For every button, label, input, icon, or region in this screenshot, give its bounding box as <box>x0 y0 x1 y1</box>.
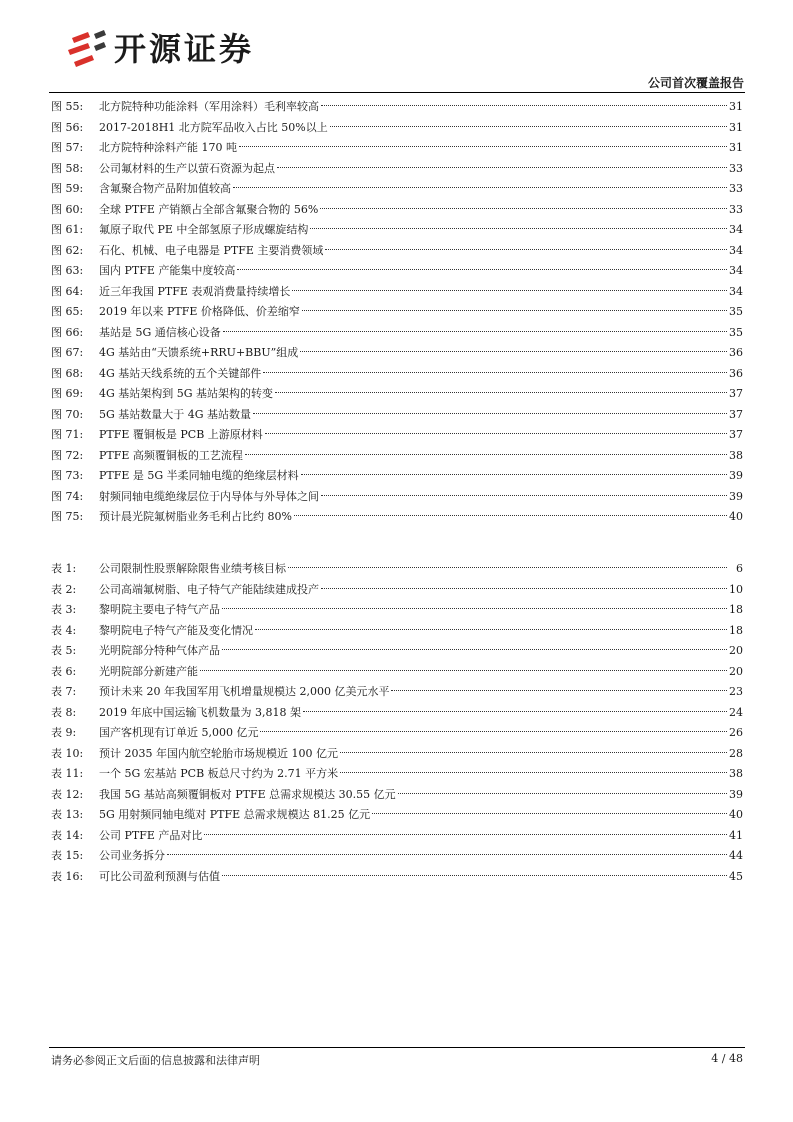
table-entry[interactable] <box>51 764 743 785</box>
figure-entry-title: 含氟聚合物产品附加值较高 <box>99 182 231 195</box>
leader-dots <box>288 567 727 568</box>
figure-entry[interactable] <box>51 138 743 159</box>
figure-entry-page: 40 <box>729 510 743 523</box>
table-entry-page: 10 <box>729 582 743 596</box>
leader-dots <box>233 187 727 188</box>
figure-entry-page: 36 <box>729 366 743 380</box>
figure-entry-title: 石化、机械、电子电器是 PTFE 主要消费领域 <box>99 243 324 257</box>
figure-entry-page: 37 <box>729 387 743 400</box>
leader-dots <box>245 454 727 455</box>
disclaimer-note: 请务必参阅正文后面的信息披露和法律声明 <box>51 1054 260 1067</box>
leader-dots <box>340 752 727 753</box>
figure-entry-title: PTFE 覆铜板是 PCB 上游原材料 <box>99 428 263 441</box>
figure-entry[interactable] <box>51 220 743 241</box>
table-entry[interactable] <box>51 846 743 867</box>
table-entry-page: 39 <box>729 787 743 801</box>
leader-dots <box>239 146 727 147</box>
table-entry-label: 表 13: <box>51 808 84 821</box>
brand-name: 开源证券 <box>114 30 255 68</box>
figure-entry-page: 36 <box>729 346 743 359</box>
table-entry-label: 表 16: <box>51 869 84 883</box>
leader-dots <box>237 269 727 270</box>
table-entry-label: 表 10: <box>51 746 84 760</box>
figure-entry-label: 图 56: <box>51 120 84 134</box>
figure-entry-page: 31 <box>729 120 743 134</box>
table-entry-label: 表 3: <box>51 603 77 616</box>
figure-entry-title: 公司氟材料的生产以萤石资源为起点 <box>99 161 275 175</box>
figure-entry-label: 图 73: <box>51 469 84 482</box>
leader-dots <box>277 167 727 168</box>
figure-entry-label: 图 64: <box>51 284 84 298</box>
table-entry-label: 表 6: <box>51 664 77 678</box>
figure-entry-label: 图 66: <box>51 325 84 339</box>
report-type-label: 公司首次覆盖报告 <box>647 76 744 90</box>
table-entry-label: 表 8: <box>51 705 77 719</box>
table-entry[interactable] <box>51 600 743 621</box>
figure-entry-page: 31 <box>729 141 743 154</box>
table-entry-title: 2019 年底中国运输飞机数量为 3,818 架 <box>99 705 301 719</box>
figure-entry-title: 4G 基站天线系统的五个关键部件 <box>99 366 262 380</box>
kaiyuan-logo-icon <box>64 28 108 70</box>
figure-entry[interactable] <box>51 487 743 508</box>
table-entry-page: 40 <box>729 808 743 821</box>
figure-entry-title: 射频同轴电缆绝缘层位于内导体与外导体之间 <box>99 489 319 503</box>
figure-entry-label: 图 60: <box>51 202 84 216</box>
table-entry[interactable] <box>51 867 743 888</box>
leader-dots <box>222 608 727 609</box>
table-entry-label: 表 15: <box>51 849 84 862</box>
leader-dots <box>325 249 727 250</box>
figure-entry-label: 图 72: <box>51 448 84 462</box>
table-entry-page: 20 <box>729 644 743 657</box>
figure-entry-title: 全球 PTFE 产销额占全部含氟聚合物的 56% <box>99 202 319 216</box>
table-entry-title: 光明院部分特种气体产品 <box>99 644 220 657</box>
figure-entry-page: 39 <box>729 469 743 482</box>
figure-entry-label: 图 70: <box>51 407 84 421</box>
table-entry[interactable] <box>51 559 743 580</box>
table-entry-label: 表 4: <box>51 623 77 637</box>
leader-dots <box>222 649 727 650</box>
figure-entry[interactable] <box>51 282 743 303</box>
figure-entry-page: 37 <box>729 407 743 421</box>
leader-dots <box>263 372 727 373</box>
figure-entry-title: 5G 基站数量大于 4G 基站数量 <box>99 407 252 421</box>
figure-entry[interactable] <box>51 97 743 118</box>
table-entry[interactable] <box>51 641 743 662</box>
figure-entry-page: 38 <box>729 448 743 462</box>
table-entry-page: 41 <box>729 828 743 842</box>
table-entry-title: 公司限制性股票解除限售业绩考核目标 <box>99 562 286 575</box>
figure-entry-page: 35 <box>729 305 743 318</box>
table-entry-title: 公司 PTFE 产品对比 <box>99 828 203 842</box>
table-entry-page: 26 <box>729 726 743 739</box>
table-entry[interactable] <box>51 826 743 847</box>
footer-divider <box>49 1047 745 1048</box>
figure-entry-page: 34 <box>729 284 743 298</box>
figure-entry-label: 图 68: <box>51 366 84 380</box>
table-entry[interactable] <box>51 785 743 806</box>
table-entry-label: 表 12: <box>51 787 84 801</box>
table-entry-title: 5G 用射频同轴电缆对 PTFE 总需求规模达 81.25 亿元 <box>99 808 371 821</box>
leader-dots <box>303 711 727 712</box>
table-entry-title: 可比公司盈利预测与估值 <box>99 869 220 883</box>
table-entry-title: 光明院部分新建产能 <box>99 664 198 678</box>
figure-entry-label: 图 71: <box>51 428 84 441</box>
figure-entry-title: 北方院特种涂料产能 170 吨 <box>99 141 237 154</box>
leader-dots <box>391 690 727 691</box>
table-entry-page: 38 <box>729 767 743 780</box>
leader-dots <box>265 433 727 434</box>
table-entry-label: 表 2: <box>51 582 77 596</box>
leader-dots <box>330 126 727 127</box>
figure-entry-title: 预计晨光院氟树脂业务毛利占比约 80% <box>99 510 292 523</box>
table-entry[interactable] <box>51 805 743 826</box>
table-entry-page: 18 <box>729 603 743 616</box>
figure-entry-page: 33 <box>729 202 743 216</box>
figure-entry-page: 37 <box>729 428 743 441</box>
table-entry-page: 24 <box>729 705 743 719</box>
leader-dots <box>321 588 727 589</box>
table-entry[interactable] <box>51 744 743 765</box>
leader-dots <box>204 834 727 835</box>
table-entry-page: 28 <box>729 746 743 760</box>
table-entry-title: 黎明院主要电子特气产品 <box>99 603 220 616</box>
figure-entry-title: 2019 年以来 PTFE 价格降低、价差缩窄 <box>99 305 300 318</box>
table-entry-page: 6 <box>736 562 743 575</box>
figure-entry[interactable] <box>51 323 743 344</box>
table-entry-page: 44 <box>729 849 743 862</box>
figure-index <box>51 97 743 528</box>
figure-entry-title: PTFE 是 5G 半柔同轴电缆的绝缘层材料 <box>99 469 299 482</box>
figure-entry-page: 39 <box>729 489 743 503</box>
figure-entry-page: 35 <box>729 325 743 339</box>
table-entry-label: 表 5: <box>51 644 77 657</box>
figure-entry-label: 图 67: <box>51 346 84 359</box>
leader-dots <box>255 629 727 630</box>
table-entry-page: 18 <box>729 623 743 637</box>
leader-dots <box>253 413 727 414</box>
table-entry-label: 表 1: <box>51 562 77 575</box>
table-entry-label: 表 14: <box>51 828 84 842</box>
table-entry[interactable] <box>51 703 743 724</box>
figure-entry-label: 图 57: <box>51 141 84 154</box>
leader-dots <box>292 290 727 291</box>
table-entry-title: 一个 5G 宏基站 PCB 板总尺寸约为 2.71 平方米 <box>99 767 339 780</box>
table-entry-title: 黎明院电子特气产能及变化情况 <box>99 623 253 637</box>
figure-entry-page: 33 <box>729 161 743 175</box>
figure-entry-title: 2017-2018H1 北方院军品收入占比 50%以上 <box>99 120 328 134</box>
figure-entry[interactable] <box>51 507 743 528</box>
figure-entry-label: 图 62: <box>51 243 84 257</box>
figure-entry[interactable] <box>51 466 743 487</box>
table-entry-page: 23 <box>729 685 743 698</box>
figure-entry[interactable] <box>51 425 743 446</box>
figure-entry-title: 基站是 5G 通信核心设备 <box>99 325 221 339</box>
leader-dots <box>320 208 727 209</box>
table-entry-title: 公司业务拆分 <box>99 849 165 862</box>
leader-dots <box>294 515 727 516</box>
figure-entry-title: 4G 基站架构到 5G 基站架构的转变 <box>99 387 274 400</box>
figure-entry[interactable] <box>51 364 743 385</box>
figure-entry-page: 34 <box>729 264 743 277</box>
figure-entry-label: 图 74: <box>51 489 84 503</box>
figure-entry[interactable] <box>51 446 743 467</box>
figure-entry-label: 图 63: <box>51 264 84 277</box>
figure-entry-page: 31 <box>729 100 743 113</box>
leader-dots <box>310 228 727 229</box>
table-entry[interactable] <box>51 723 743 744</box>
figure-entry-label: 图 59: <box>51 182 84 195</box>
figure-entry-label: 图 61: <box>51 223 84 236</box>
table-index <box>51 559 743 887</box>
leader-dots <box>321 105 727 106</box>
figure-entry[interactable] <box>51 159 743 180</box>
leader-dots <box>321 495 727 496</box>
page-number: 4 / 48 <box>711 1052 743 1065</box>
figure-entry[interactable] <box>51 118 743 139</box>
leader-dots <box>301 474 727 475</box>
figure-entry-title: 近三年我国 PTFE 表观消费量持续增长 <box>99 284 291 298</box>
figure-entry-title: 氟原子取代 PE 中全部氢原子形成螺旋结构 <box>99 223 309 236</box>
leader-dots <box>275 392 727 393</box>
table-entry[interactable] <box>51 662 743 683</box>
table-entry[interactable] <box>51 682 743 703</box>
table-entry-title: 公司高端氟树脂、电子特气产能陆续建成投产 <box>99 582 319 596</box>
figure-entry-page: 34 <box>729 243 743 257</box>
table-entry-title: 我国 5G 基站高频覆铜板对 PTFE 总需求规模达 30.55 亿元 <box>99 787 396 801</box>
leader-dots <box>223 331 727 332</box>
figure-entry-label: 图 69: <box>51 387 84 400</box>
figure-entry-page: 33 <box>729 182 743 195</box>
table-entry[interactable] <box>51 621 743 642</box>
table-entry[interactable] <box>51 580 743 601</box>
table-entry-label: 表 11: <box>51 767 84 780</box>
figure-entry[interactable] <box>51 179 743 200</box>
leader-dots <box>260 731 727 732</box>
leader-dots <box>167 854 727 855</box>
figure-entry-label: 图 58: <box>51 161 84 175</box>
figure-entry[interactable] <box>51 405 743 426</box>
figure-entry-label: 图 65: <box>51 305 84 318</box>
figure-entry-title: 北方院特种功能涂料（军用涂料）毛利率较高 <box>99 100 319 113</box>
figure-entry[interactable] <box>51 261 743 282</box>
header-divider <box>49 92 745 93</box>
leader-dots <box>200 670 727 671</box>
figure-entry[interactable] <box>51 343 743 364</box>
figure-entry-title: 国内 PTFE 产能集中度较高 <box>99 264 236 277</box>
table-entry-title: 预计未来 20 年我国军用飞机增量规模达 2,000 亿美元水平 <box>99 685 390 698</box>
leader-dots <box>302 310 727 311</box>
figure-entry[interactable] <box>51 241 743 262</box>
figure-entry[interactable] <box>51 384 743 405</box>
leader-dots <box>300 351 727 352</box>
table-entry-title: 国产客机现有订单近 5,000 亿元 <box>99 726 259 739</box>
leader-dots <box>222 875 727 876</box>
leader-dots <box>340 772 727 773</box>
table-entry-page: 20 <box>729 664 743 678</box>
figure-entry[interactable] <box>51 200 743 221</box>
leader-dots <box>398 793 727 794</box>
figure-entry-page: 34 <box>729 223 743 236</box>
table-entry-label: 表 7: <box>51 685 77 698</box>
figure-entry-label: 图 55: <box>51 100 84 113</box>
table-entry-title: 预计 2035 年国内航空轮胎市场规模近 100 亿元 <box>99 746 338 760</box>
table-entry-page: 45 <box>729 869 743 883</box>
figure-entry[interactable] <box>51 302 743 323</box>
leader-dots <box>372 813 727 814</box>
brand-logo <box>64 26 294 72</box>
figure-entry-title: 4G 基站由“天馈系统+RRU+BBU”组成 <box>99 346 299 359</box>
figure-entry-label: 图 75: <box>51 510 84 523</box>
figure-entry-title: PTFE 高频覆铜板的工艺流程 <box>99 448 243 462</box>
table-entry-label: 表 9: <box>51 726 77 739</box>
